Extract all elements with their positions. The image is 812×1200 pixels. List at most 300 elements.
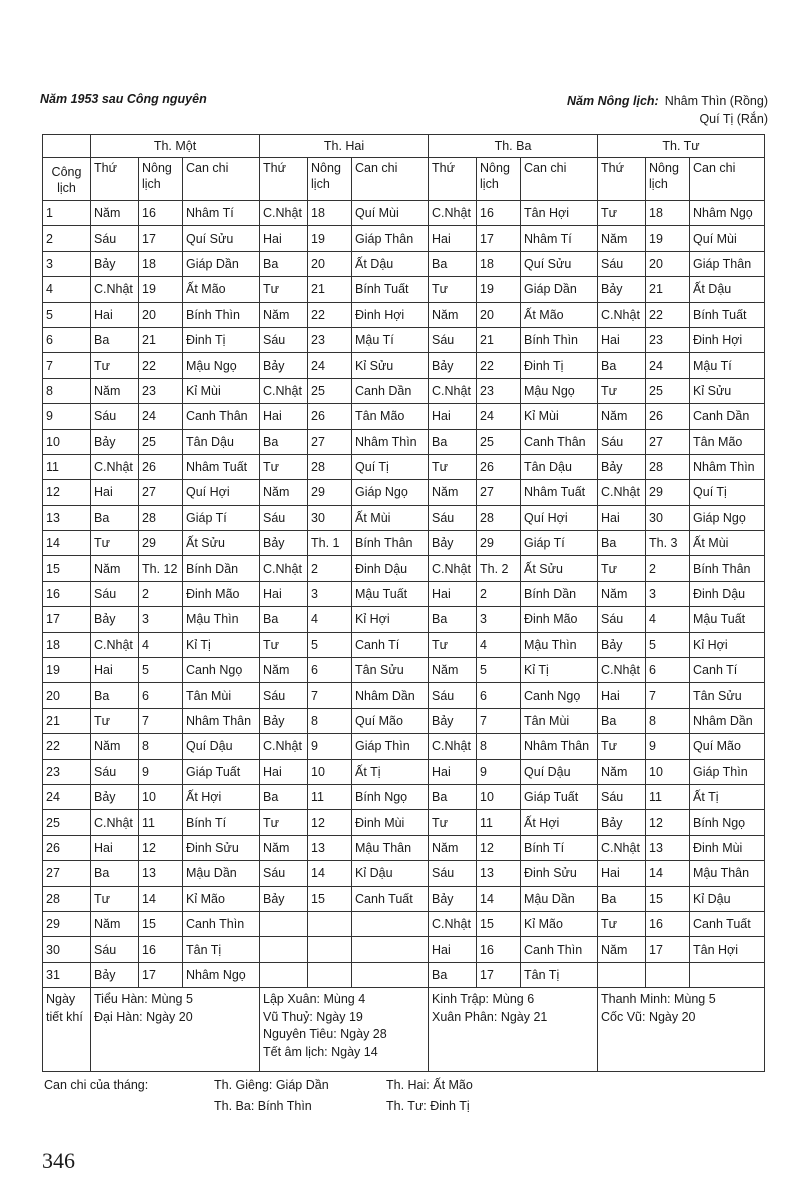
thu-header: Thứ (598, 158, 646, 201)
weekday-cell: Năm (260, 658, 308, 683)
lunar-day-cell: 23 (477, 378, 521, 403)
can-chi-cell (690, 962, 765, 987)
weekday-cell: Tư (260, 632, 308, 657)
can-chi-cell: Bính Ngọ (690, 810, 765, 835)
day-number-cell: 21 (43, 708, 91, 733)
table-row (43, 734, 765, 759)
can-chi-cell: Bính Dần (183, 556, 260, 581)
weekday-cell: Tư (598, 556, 646, 581)
table-row (43, 556, 765, 581)
weekday-cell: Hai (91, 658, 139, 683)
can-chi-header: Can chi (690, 158, 765, 201)
weekday-cell: C.Nhật (91, 810, 139, 835)
can-chi-cell: Nhâm Tuất (183, 454, 260, 479)
day-number-cell: 3 (43, 251, 91, 276)
lunar-day-cell: 29 (139, 531, 183, 556)
lunar-day-cell: 14 (477, 886, 521, 911)
can-chi-cell: Nhâm Tuất (521, 480, 598, 505)
lunar-day-cell: 13 (646, 835, 690, 860)
lunar-day-cell: 27 (139, 480, 183, 505)
lunar-day-cell: 8 (646, 708, 690, 733)
weekday-cell: C.Nhật (260, 556, 308, 581)
can-chi-cell: Ất Dậu (352, 251, 429, 276)
weekday-cell: Hai (260, 581, 308, 606)
lunar-day-cell: 2 (139, 581, 183, 606)
year-header: Năm 1953 sau Công nguyên (40, 92, 207, 106)
weekday-cell: Tư (260, 277, 308, 302)
weekday-cell: C.Nhật (598, 835, 646, 860)
weekday-cell: C.Nhật (429, 556, 477, 581)
day-number-cell: 11 (43, 454, 91, 479)
weekday-cell: Ba (598, 886, 646, 911)
lunar-day-cell: 12 (139, 835, 183, 860)
lunar-day-cell: 18 (477, 251, 521, 276)
table-row (43, 658, 765, 683)
lunar-day-cell: 7 (308, 683, 352, 708)
lunar-day-cell: 16 (477, 201, 521, 226)
table-row (43, 327, 765, 352)
weekday-cell: Ba (429, 251, 477, 276)
can-chi-cell: Ất Mão (183, 277, 260, 302)
weekday-cell: Sáu (429, 327, 477, 352)
day-number-cell: 19 (43, 658, 91, 683)
can-chi-cell: Tân Sửu (690, 683, 765, 708)
can-chi-cell: Bính Tuất (352, 277, 429, 302)
lunar-day-cell: Th. 12 (139, 556, 183, 581)
weekday-cell: Hai (260, 226, 308, 251)
thu-header: Thứ (429, 158, 477, 201)
can-chi-cell: Kỉ Sửu (690, 378, 765, 403)
lunar-day-cell: 9 (477, 759, 521, 784)
lunar-day-cell: 12 (477, 835, 521, 860)
lunar-day-cell: 5 (477, 658, 521, 683)
table-row (43, 759, 765, 784)
lunar-day-cell: 12 (646, 810, 690, 835)
weekday-cell: C.Nhật (429, 734, 477, 759)
can-chi-cell: Tân Sửu (352, 658, 429, 683)
lunar-day-cell: 26 (139, 454, 183, 479)
lunar-day-cell (308, 962, 352, 987)
tiet-khi-cell (260, 988, 429, 1072)
can-chi-cell: Giáp Tuất (521, 784, 598, 809)
can-chi-cell: Bính Dần (521, 581, 598, 606)
lunar-year-line1: Nhâm Thìn (Rồng) (664, 94, 768, 108)
table-row (43, 429, 765, 454)
can-chi-cell: Canh Thìn (183, 911, 260, 936)
tiet-khi-entry: Đại Hàn: Ngày 20 (94, 1009, 193, 1024)
can-chi-cell: Đinh Hợi (690, 327, 765, 352)
table-row (43, 861, 765, 886)
weekday-cell: Sáu (91, 759, 139, 784)
can-chi-cell: Canh Dần (690, 404, 765, 429)
weekday-cell: Hai (260, 759, 308, 784)
can-chi-cell: Canh Tí (352, 632, 429, 657)
can-chi-cell: Tân Mão (352, 404, 429, 429)
table-row (43, 251, 765, 276)
table-row (43, 581, 765, 606)
lunar-day-cell: 28 (308, 454, 352, 479)
lunar-day-cell: 15 (646, 886, 690, 911)
can-chi-cell: Canh Ngọ (183, 658, 260, 683)
lunar-day-cell: 23 (646, 327, 690, 352)
tiet-khi-cell (598, 988, 765, 1072)
lunar-day-cell: 20 (477, 302, 521, 327)
can-chi-cell: Nhâm Ngọ (183, 962, 260, 987)
can-chi-cell: Đinh Tị (521, 353, 598, 378)
day-number-cell: 10 (43, 429, 91, 454)
can-chi-cell: Quí Mão (352, 708, 429, 733)
can-chi-cell: Kỉ Tị (521, 658, 598, 683)
weekday-cell: Ba (598, 353, 646, 378)
can-chi-cell: Mậu Tí (352, 327, 429, 352)
day-number-cell: 20 (43, 683, 91, 708)
can-chi-cell: Canh Thân (521, 429, 598, 454)
lunar-day-cell: 9 (308, 734, 352, 759)
lunar-day-cell: 4 (308, 607, 352, 632)
can-chi-cell: Bính Ngọ (352, 784, 429, 809)
can-chi-cell: Nhâm Thìn (690, 454, 765, 479)
weekday-cell: Năm (598, 937, 646, 962)
can-chi-cell: Giáp Dần (521, 277, 598, 302)
lunar-day-cell: 12 (308, 810, 352, 835)
lunar-day-cell: 24 (139, 404, 183, 429)
lunar-day-cell: 28 (477, 505, 521, 530)
lunar-year-line2: Quí Tị (Rắn) (699, 112, 768, 126)
weekday-cell: Bảy (260, 531, 308, 556)
can-chi-cell: Đinh Hợi (352, 302, 429, 327)
page-number: 346 (42, 1148, 75, 1173)
can-chi-cell: Mậu Tí (690, 353, 765, 378)
weekday-cell: Sáu (91, 937, 139, 962)
month-header: Th. Một (91, 135, 260, 158)
can-chi-cell: Nhâm Thân (521, 734, 598, 759)
lunar-day-cell: 16 (139, 201, 183, 226)
lunar-day-cell: 21 (646, 277, 690, 302)
can-chi-cell: Tân Tị (183, 937, 260, 962)
lunar-day-cell: 25 (477, 429, 521, 454)
lunar-day-cell: 30 (308, 505, 352, 530)
can-chi-cell: Kỉ Mùi (521, 404, 598, 429)
lunar-day-cell: 7 (477, 708, 521, 733)
lunar-day-cell: 5 (139, 658, 183, 683)
tiet-khi-entry: Thanh Minh: Mùng 5 (601, 992, 716, 1007)
weekday-cell: Sáu (91, 226, 139, 251)
weekday-cell (260, 962, 308, 987)
lunar-day-cell: 25 (646, 378, 690, 403)
can-chi-month: Th. Tư: Đinh Tị (386, 1099, 470, 1113)
can-chi-cell: Ất Tị (690, 784, 765, 809)
weekday-cell: Sáu (429, 861, 477, 886)
can-chi-cell: Nhâm Dần (690, 708, 765, 733)
can-chi-cell: Giáp Thân (690, 251, 765, 276)
weekday-cell: Hai (91, 302, 139, 327)
can-chi-cell: Bính Thân (690, 556, 765, 581)
lunar-day-cell: 18 (646, 201, 690, 226)
lunar-day-cell: 30 (646, 505, 690, 530)
weekday-cell: C.Nhật (429, 378, 477, 403)
day-number-cell: 6 (43, 327, 91, 352)
lunar-day-cell: Th. 1 (308, 531, 352, 556)
can-chi-cell: Ất Hợi (183, 784, 260, 809)
lunar-day-cell: 9 (139, 759, 183, 784)
lunar-day-cell: 21 (308, 277, 352, 302)
weekday-cell: Bảy (429, 886, 477, 911)
lunar-day-cell: 27 (646, 429, 690, 454)
weekday-cell: Sáu (260, 861, 308, 886)
tiet-khi-cell (91, 988, 260, 1072)
day-number-cell: 31 (43, 962, 91, 987)
tiet-khi-entry: Xuân Phân: Ngày 21 (432, 1009, 548, 1024)
weekday-cell: Năm (91, 911, 139, 936)
can-chi-cell: Đinh Sửu (183, 835, 260, 860)
can-chi-cell: Ất Sửu (183, 531, 260, 556)
lunar-day-cell: 4 (139, 632, 183, 657)
lunar-day-cell: 22 (139, 353, 183, 378)
weekday-cell: C.Nhật (598, 480, 646, 505)
weekday-cell: Năm (91, 734, 139, 759)
lunar-year-header (567, 92, 768, 128)
table-row (43, 378, 765, 403)
lunar-day-cell: 24 (308, 353, 352, 378)
weekday-cell: Bảy (91, 607, 139, 632)
can-chi-cell: Giáp Ngọ (352, 480, 429, 505)
tiet-khi-entry: Cốc Vũ: Ngày 20 (601, 1009, 696, 1024)
lunar-day-cell: 3 (139, 607, 183, 632)
lunar-day-cell: 29 (308, 480, 352, 505)
nong-lich-header: Nông lịch (646, 158, 690, 201)
can-chi-cell: Giáp Tí (183, 505, 260, 530)
weekday-cell: Hai (429, 581, 477, 606)
can-chi-cell: Kỉ Mão (183, 886, 260, 911)
can-chi-cell: Đinh Mùi (352, 810, 429, 835)
lunar-day-cell (308, 937, 352, 962)
lunar-day-cell: 2 (308, 556, 352, 581)
can-chi-month: Th. Ba: Bính Thìn (214, 1099, 312, 1113)
lunar-day-cell: 15 (477, 911, 521, 936)
lunar-day-cell: 6 (139, 683, 183, 708)
weekday-cell: Ba (260, 251, 308, 276)
can-chi-cell: Ất Mùi (690, 531, 765, 556)
table-row (43, 835, 765, 860)
can-chi-cell (352, 937, 429, 962)
lunar-day-cell: 19 (139, 277, 183, 302)
lunar-day-cell: 20 (139, 302, 183, 327)
can-chi-cell: Canh Ngọ (521, 683, 598, 708)
weekday-cell: Bảy (91, 251, 139, 276)
weekday-cell: Sáu (598, 251, 646, 276)
tiet-khi-label: Ngày tiết khí (43, 988, 91, 1072)
lunar-day-cell: 20 (308, 251, 352, 276)
lunar-day-cell: 10 (139, 784, 183, 809)
lunar-day-cell: 14 (139, 886, 183, 911)
lunar-day-cell: 21 (477, 327, 521, 352)
day-number-cell: 30 (43, 937, 91, 962)
can-chi-label: Can chi của tháng: (44, 1078, 149, 1092)
can-chi-cell: Đinh Dậu (352, 556, 429, 581)
corner-cell (43, 135, 91, 158)
lunar-day-cell: 20 (646, 251, 690, 276)
weekday-cell: Bảy (429, 531, 477, 556)
can-chi-header: Can chi (183, 158, 260, 201)
lunar-day-cell: 19 (308, 226, 352, 251)
weekday-cell (598, 962, 646, 987)
can-chi-cell: Quí Mùi (352, 201, 429, 226)
weekday-cell: Tư (598, 378, 646, 403)
day-number-cell: 12 (43, 480, 91, 505)
weekday-cell: Hai (260, 404, 308, 429)
can-chi-cell: Giáp Ngọ (690, 505, 765, 530)
tiet-khi-entry: Vũ Thuỷ: Ngày 19 (263, 1009, 363, 1024)
table-row (43, 454, 765, 479)
tiet-khi-cell (429, 988, 598, 1072)
lunar-day-cell: 16 (646, 911, 690, 936)
table-row (43, 708, 765, 733)
can-chi-cell: Kỉ Dậu (352, 861, 429, 886)
cong-lich-header: Công lịch (43, 158, 91, 201)
lunar-day-cell: 28 (139, 505, 183, 530)
can-chi-cell: Giáp Thân (352, 226, 429, 251)
lunar-day-cell: 11 (139, 810, 183, 835)
lunar-day-cell: 2 (477, 581, 521, 606)
tiet-khi-entry: Lập Xuân: Mùng 4 (263, 992, 366, 1007)
lunar-day-cell: 6 (646, 658, 690, 683)
weekday-cell: Sáu (598, 607, 646, 632)
weekday-cell: C.Nhật (260, 378, 308, 403)
table-row (43, 962, 765, 987)
can-chi-header: Can chi (521, 158, 598, 201)
lunar-day-cell: 25 (308, 378, 352, 403)
tiet-khi-entry: Nguyên Tiêu: Ngày 28 (263, 1027, 387, 1042)
lunar-day-cell: 10 (477, 784, 521, 809)
lunar-day-cell: 21 (139, 327, 183, 352)
lunar-day-cell: 6 (308, 658, 352, 683)
can-chi-cell: Canh Tuất (690, 911, 765, 936)
lunar-year-label: Năm Nông lịch: (567, 94, 659, 108)
lunar-day-cell: 14 (646, 861, 690, 886)
lunar-day-cell: 17 (477, 962, 521, 987)
can-chi-cell (352, 911, 429, 936)
weekday-cell: Hai (91, 835, 139, 860)
table-row (43, 911, 765, 936)
can-chi-cell: Nhâm Tí (521, 226, 598, 251)
lunar-day-cell: 10 (646, 759, 690, 784)
weekday-cell: Ba (598, 531, 646, 556)
lunar-day-cell: 11 (477, 810, 521, 835)
weekday-cell: Năm (429, 480, 477, 505)
lunar-day-cell (646, 962, 690, 987)
weekday-cell: Tư (91, 353, 139, 378)
nong-lich-header: Nông lịch (308, 158, 352, 201)
can-chi-cell: Kỉ Hợi (352, 607, 429, 632)
can-chi-cell: Nhâm Tí (183, 201, 260, 226)
calendar-table (42, 134, 765, 1072)
lunar-day-cell: 25 (139, 429, 183, 454)
weekday-cell: Sáu (260, 327, 308, 352)
lunar-day-cell: 24 (646, 353, 690, 378)
can-chi-cell: Kỉ Sửu (352, 353, 429, 378)
lunar-day-cell: 8 (308, 708, 352, 733)
can-chi-cell: Mậu Ngọ (521, 378, 598, 403)
can-chi-month: Th. Hai: Ất Mão (386, 1078, 473, 1092)
can-chi-cell: Giáp Tí (521, 531, 598, 556)
lunar-day-cell: 4 (646, 607, 690, 632)
weekday-cell: Tư (598, 201, 646, 226)
weekday-cell: C.Nhật (598, 302, 646, 327)
lunar-day-cell: 15 (139, 911, 183, 936)
lunar-day-cell: 28 (646, 454, 690, 479)
can-chi-cell: Mậu Thìn (183, 607, 260, 632)
lunar-day-cell: 22 (646, 302, 690, 327)
can-chi-cell: Quí Dậu (521, 759, 598, 784)
can-chi-cell: Giáp Thìn (690, 759, 765, 784)
can-chi-cell: Đinh Mão (521, 607, 598, 632)
lunar-day-cell: 14 (308, 861, 352, 886)
table-row (43, 810, 765, 835)
lunar-day-cell (308, 911, 352, 936)
weekday-cell: Ba (260, 784, 308, 809)
can-chi-cell: Tân Mùi (183, 683, 260, 708)
weekday-cell: Tư (598, 911, 646, 936)
can-chi-cell: Kỉ Dậu (690, 886, 765, 911)
can-chi-cell: Mậu Dần (521, 886, 598, 911)
month-header: Th. Hai (260, 135, 429, 158)
weekday-cell: Bảy (260, 708, 308, 733)
lunar-day-cell: 7 (646, 683, 690, 708)
lunar-day-cell: 26 (477, 454, 521, 479)
can-chi-cell: Canh Tuất (352, 886, 429, 911)
lunar-day-cell: 3 (308, 581, 352, 606)
can-chi-cell: Ất Hợi (521, 810, 598, 835)
day-number-cell: 29 (43, 911, 91, 936)
weekday-cell: Sáu (598, 784, 646, 809)
weekday-cell: Ba (260, 429, 308, 454)
can-chi-cell: Canh Thìn (521, 937, 598, 962)
lunar-day-cell: Th. 2 (477, 556, 521, 581)
lunar-day-cell: 2 (646, 556, 690, 581)
can-chi-cell: Đinh Sửu (521, 861, 598, 886)
table-row (43, 201, 765, 226)
table-row (43, 937, 765, 962)
weekday-cell: Năm (429, 302, 477, 327)
month-header: Th. Tư (598, 135, 765, 158)
can-chi-cell: Tân Tị (521, 962, 598, 987)
weekday-cell: Hai (598, 861, 646, 886)
can-chi-cell: Mậu Tuất (690, 607, 765, 632)
can-chi-cell: Mậu Dần (183, 861, 260, 886)
can-chi-cell: Tân Dậu (183, 429, 260, 454)
weekday-cell: Tư (260, 810, 308, 835)
weekday-cell: Hai (598, 683, 646, 708)
can-chi-cell: Nhâm Thìn (352, 429, 429, 454)
day-number-cell: 16 (43, 581, 91, 606)
nong-lich-header: Nông lịch (139, 158, 183, 201)
can-chi-cell (352, 962, 429, 987)
weekday-cell: Bảy (598, 454, 646, 479)
lunar-day-cell: 8 (477, 734, 521, 759)
can-chi-cell: Bính Tí (521, 835, 598, 860)
can-chi-cell: Quí Dậu (183, 734, 260, 759)
lunar-day-cell: 10 (308, 759, 352, 784)
can-chi-cell: Quí Mão (690, 734, 765, 759)
can-chi-cell: Tân Hợi (690, 937, 765, 962)
table-row (43, 886, 765, 911)
weekday-cell: C.Nhật (598, 658, 646, 683)
weekday-cell: Bảy (598, 810, 646, 835)
weekday-cell: Tư (91, 708, 139, 733)
lunar-day-cell: 16 (477, 937, 521, 962)
lunar-day-cell: 13 (139, 861, 183, 886)
lunar-day-cell: 3 (646, 581, 690, 606)
